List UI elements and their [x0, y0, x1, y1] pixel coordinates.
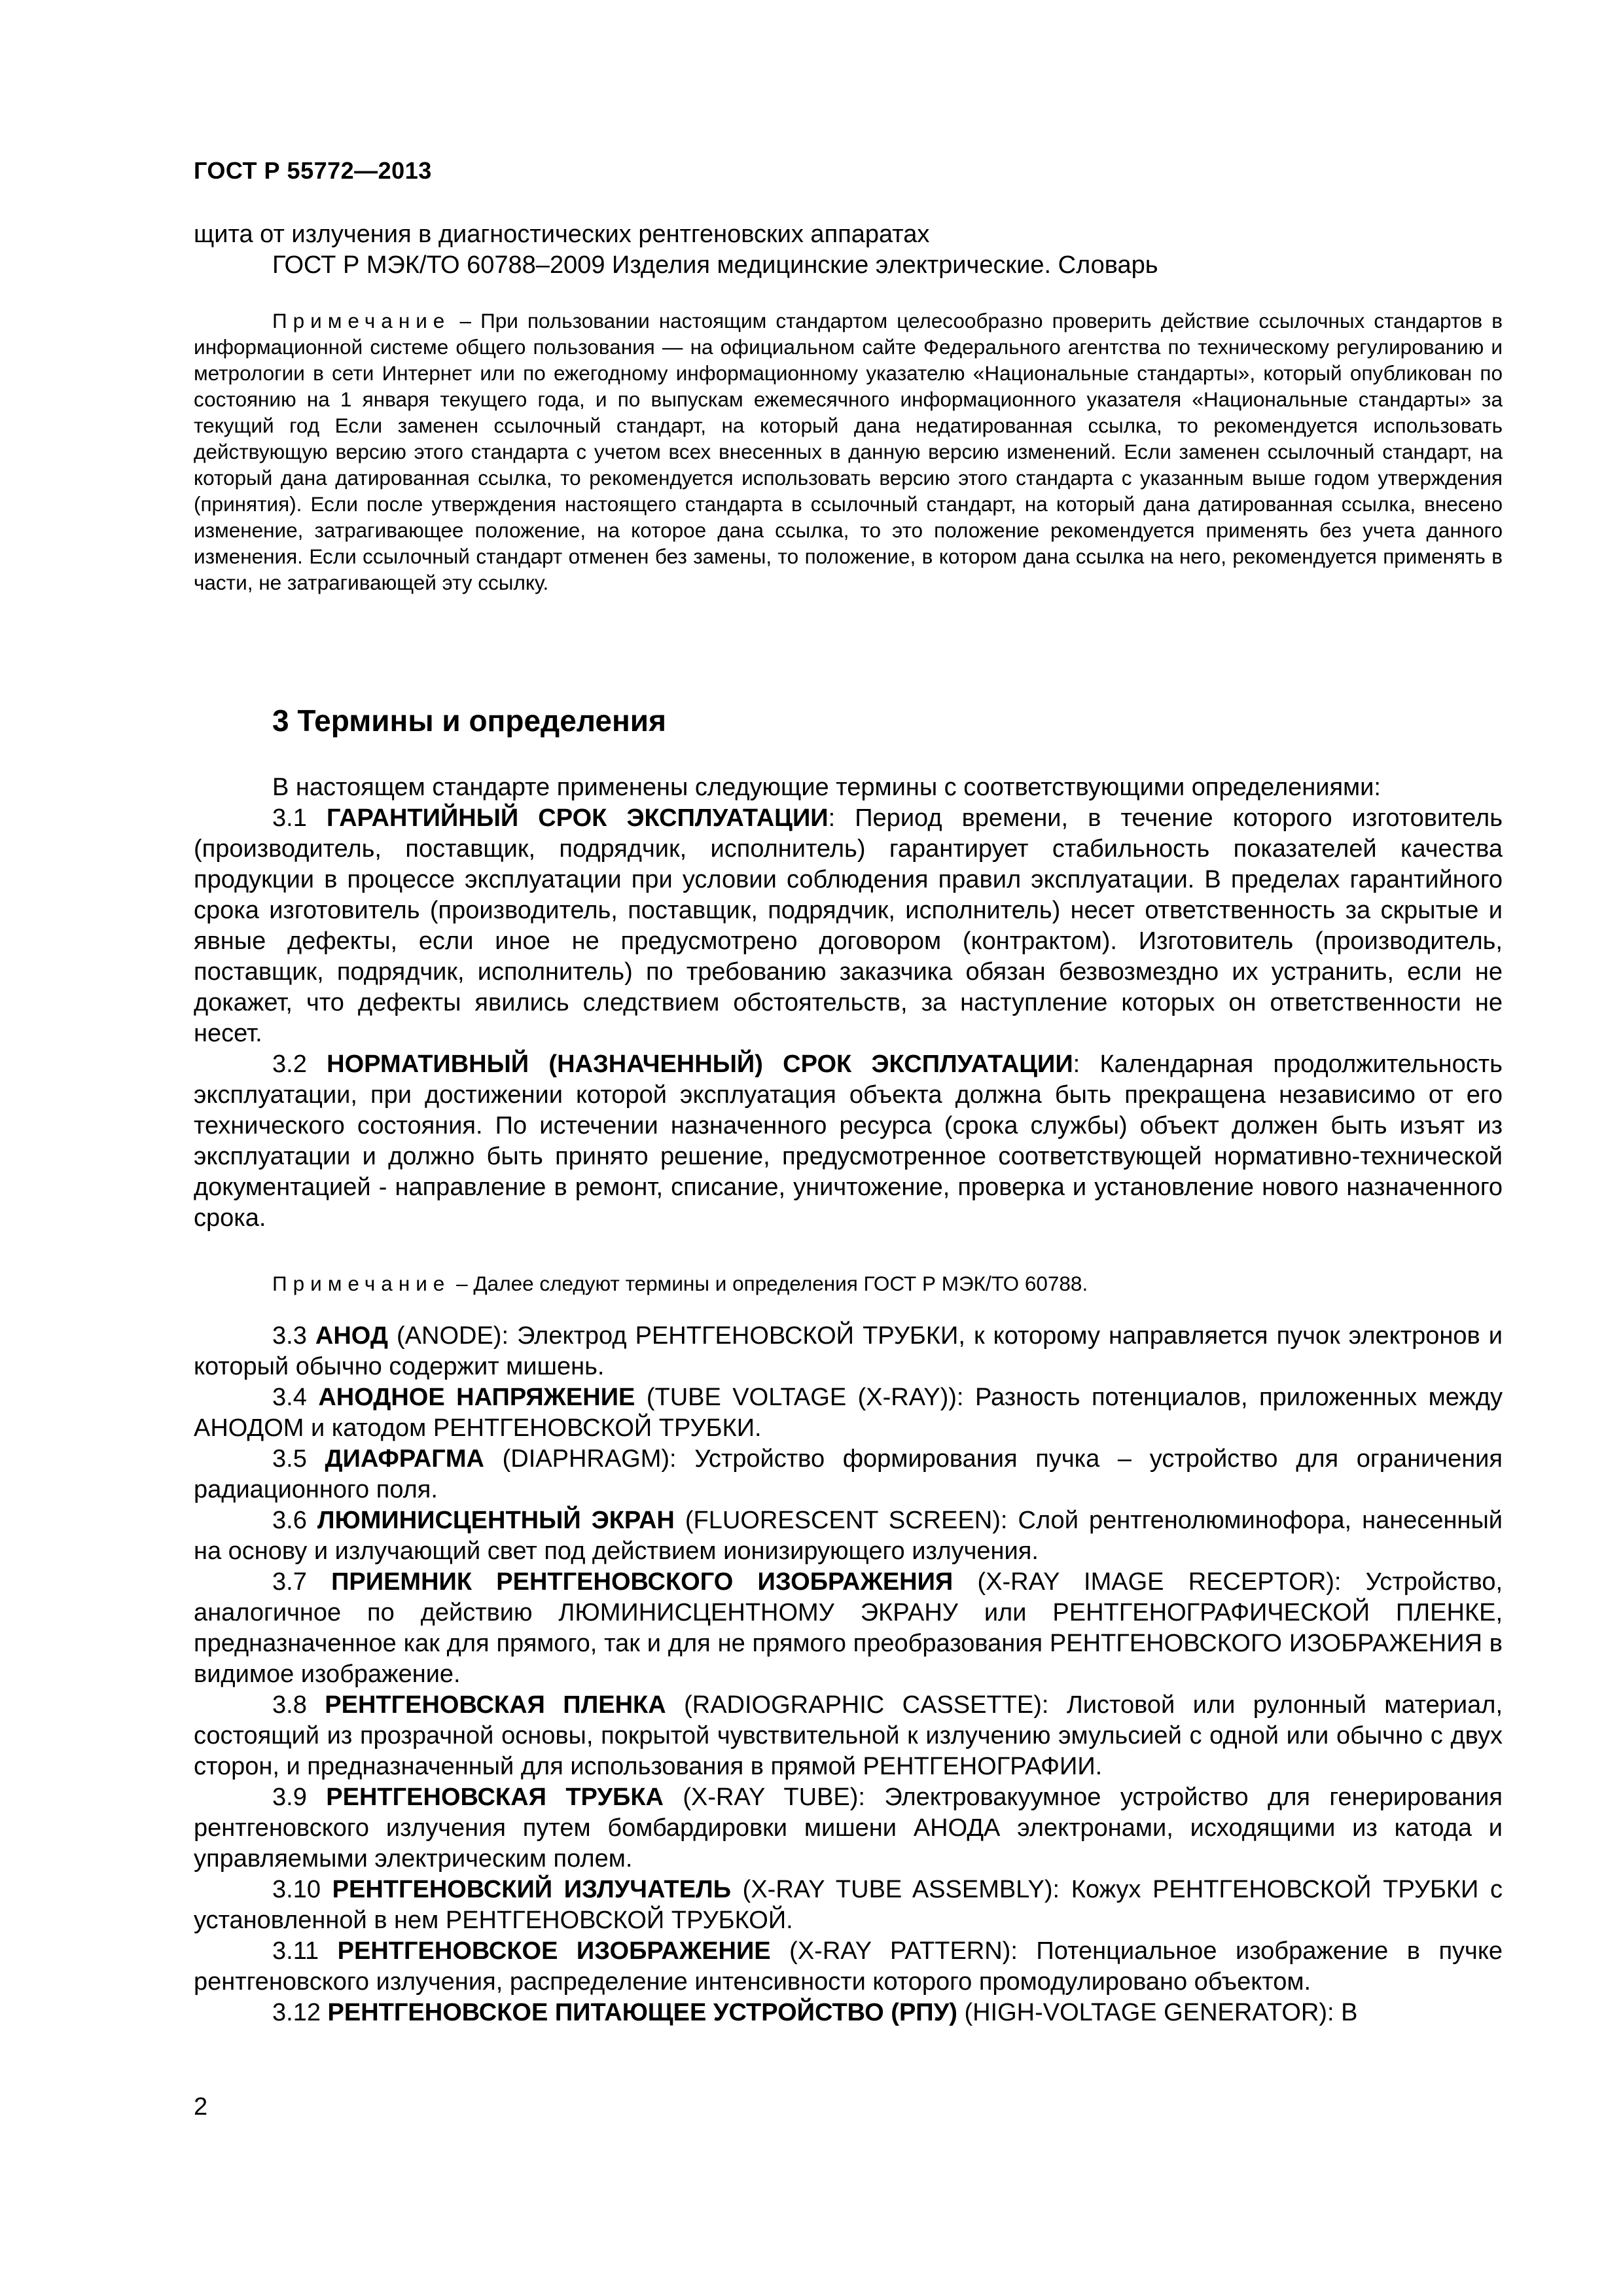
note-text: – Далее следуют термины и определения ГОСТ Р МЭК/ТО 60788. [450, 1272, 1088, 1295]
note-paragraph-2 [194, 1270, 1503, 1297]
term-item [194, 1936, 1503, 1998]
term-item [194, 1690, 1503, 1782]
term-number: 3.9 [272, 1784, 327, 1811]
note-paragraph [194, 308, 1503, 596]
term-number: 3.1 [272, 804, 327, 832]
term-item [194, 1567, 1503, 1690]
term-item [194, 1874, 1503, 1936]
terms-block-b [194, 1321, 1503, 2028]
term-definition: (X-RAY PATTERN): Потенциальное изображение в пучке рентгеновского излучения, распределение интенсивности которого промодулировано объектом. [194, 1937, 1503, 1996]
term-number: 3.10 [272, 1876, 332, 1903]
note-block [194, 308, 1503, 596]
note-text: – При пользовании настоящим стандартом целесообразно проверить действие ссылочных стандартов в информационной системе общего пользования — на официальном сайте Федерального агентства по техническому регулированию и метрологии в сети Интернет или по ежегодному информационному указателю «Национальные стандарты», который опубликован по состоянию на 1 января текущего года, и по выпускам ежемесячного информационного указателя «Национальные стандарты» за текущий год Если заменен ссылочный стандарт, на который дана недатированная ссылка, то рекомендуется использовать действующую версию этого стандарта с учетом всех внесенных в данную версию изменений. Если заменен ссылочный стандарт, на который дана датированная ссылка, то рекомендуется использовать версию этого стандарта с указанным выше годом утверждения (принятия). Если после утверждения настоящего стандарта в ссылочный стандарт, на который дана датированная ссылка, внесено изменение, затрагивающее положение, на которое дана ссылка, то это положение рекомендуется применять без учета данного изменения. Если ссылочный стандарт отменен без замены, то положение, в котором дана ссылка на него, рекомендуется применять в части, не затрагивающей эту ссылку. [194, 309, 1503, 594]
term-name: ДИАФРАГМА [325, 1445, 484, 1473]
note-block-2 [194, 1270, 1503, 1297]
term-definition: (DIAPHRAGM): Устройство формирования пучка – устройство для ограничения радиационного поля. [194, 1445, 1503, 1503]
term-name: ПРИЕМНИК РЕНТГЕНОВСКОГО ИЗОБРАЖЕНИЯ [331, 1568, 954, 1596]
term-definition: (X-RAY TUBE): Электровакуумное устройство для генерирования рентгеновского излучения путем бомбардировки мишени АНОДА электронами, исходящими из катода и управляемыми электрическим полем. [194, 1784, 1503, 1873]
term-number: 3.4 [272, 1384, 319, 1411]
term-definition: (RADIOGRAPHIC CASSETTE): Листовой или рулонный материал, состоящий из прозрачной основы, покрытой чувствительной к излучению эмульсией с одной или обычно с двух сторон, и предназначенный для использования в прямой РЕНТГЕНОГРАФИИ. [194, 1691, 1503, 1780]
term-item [194, 1505, 1503, 1567]
term-name: РЕНТГЕНОВСКАЯ ТРУБКА [326, 1784, 664, 1811]
term-name: РЕНТГЕНОВСКАЯ ПЛЕНКА [325, 1691, 666, 1719]
term-number: 3.12 [272, 1999, 328, 2026]
term-item [194, 1049, 1503, 1234]
term-number: 3.3 [272, 1322, 315, 1350]
term-definition: : Период времени, в течение которого изготовитель (производитель, поставщик, подрядчик, исполнитель) гарантирует стабильность показателей качества продукции в процессе эксплуатации при условии соблюдения правил эксплуатации. В пределах гарантийного срока изготовитель (производитель, поставщик, подрядчик, исполнитель) несет ответственность за скрытые и явные дефекты, если иное не предусмотрено договором (контрактом). Изготовитель (производитель, поставщик, подрядчик, исполнитель) по требованию заказчика обязан безвозмездно их устранить, если не докажет, что дефекты явились следствием обстоятельств, за наступление которых он ответственности не несет. [194, 804, 1503, 1047]
term-definition: (X-RAY TUBE ASSEMBLY): Кожух РЕНТГЕНОВСКОЙ ТРУБКИ с установленной в нем РЕНТГЕНОВСКОЙ ТРУБКОЙ. [194, 1876, 1503, 1934]
term-name: РЕНТГЕНОВСКОЕ ИЗОБРАЖЕНИЕ [337, 1937, 771, 1965]
term-number: 3.11 [272, 1937, 338, 1965]
page-number: 2 [194, 2093, 208, 2121]
terms-block-a [194, 772, 1503, 1234]
document-header: ГОСТ Р 55772—2013 [194, 157, 432, 184]
term-name: ЛЮМИНИСЦЕНТНЫЙ ЭКРАН [317, 1507, 675, 1534]
section-lead: В настоящем стандарте применены следующие термины с соответствующими определениями: [272, 774, 1381, 801]
term-name: РЕНТГЕНОВСКИЙ ИЗЛУЧАТЕЛЬ [332, 1876, 732, 1903]
term-definition: (HIGH-VOLTAGE GENERATOR): В [957, 1999, 1358, 2026]
note-label: Примечание [272, 309, 451, 332]
term-name: АНОД [315, 1322, 388, 1350]
term-name: ГАРАНТИЙНЫЙ СРОК ЭКСПЛУАТАЦИИ [326, 804, 829, 832]
section-title-block [194, 703, 1503, 738]
term-name: НОРМАТИВНЫЙ (НАЗНАЧЕННЫЙ) СРОК ЭКСПЛУАТАЦИИ [327, 1050, 1073, 1078]
term-number: 3.8 [272, 1691, 325, 1719]
intro-line: щита от излучения в диагностических рентгеновских аппаратах [194, 221, 930, 248]
term-definition: (TUBE VOLTAGE (X-RAY)): Разность потенциалов, приложенных между АНОДОМ и катодом РЕНТГЕНОВСКОЙ ТРУБКИ. [194, 1384, 1503, 1442]
term-item [194, 1321, 1503, 1382]
term-name: РЕНТГЕНОВСКОЕ ПИТАЮЩЕЕ УСТРОЙСТВО (РПУ) [327, 1999, 957, 2026]
term-item [194, 1782, 1503, 1874]
term-definition: : Календарная продолжительность эксплуатации, при достижении которой эксплуатация объекта должна быть прекращена независимо от его технического состояния. По истечении назначенного ресурса (срока службы) объект должен быть изъят из эксплуатации и должно быть принято решение, предусмотренное соответствующей нормативно-технической документацией - направление в ремонт, списание, уничтожение, проверка и установление нового назначенного срока. [194, 1050, 1503, 1232]
term-definition: (X-RAY IMAGE RECEPTOR): Устройство, аналогичное по действию ЛЮМИНИСЦЕНТНОМУ ЭКРАНУ или РЕНТГЕНОГРАФИЧЕСКОЙ ПЛЕНКЕ, предназначенное как для прямого, так и для не прямого преобразования РЕНТГЕНОВСКОГО ИЗОБРАЖЕНИЯ в видимое изображение. [194, 1568, 1503, 1688]
term-definition: (ANODE): Электрод РЕНТГЕНОВСКОЙ ТРУБКИ, к которому направляется пучок электронов и который обычно содержит мишень. [194, 1322, 1503, 1380]
section-title: 3 Термины и определения [272, 704, 666, 738]
term-number: 3.5 [272, 1445, 325, 1473]
note-label: Примечание [272, 1272, 451, 1295]
term-item [194, 1382, 1503, 1444]
term-item [194, 1998, 1503, 2028]
reference-line: ГОСТ Р МЭК/ТО 60788–2009 Изделия медицинские электрические. Словарь [272, 251, 1158, 279]
term-definition: (FLUORESCENT SCREEN): Слой рентгенолюминофора, нанесенный на основу и излучающий свет под действием ионизирующего излучения. [194, 1507, 1503, 1565]
term-item [194, 803, 1503, 1049]
term-number: 3.7 [272, 1568, 332, 1596]
term-number: 3.6 [272, 1507, 317, 1534]
intro-block [194, 219, 1503, 281]
term-item [194, 1444, 1503, 1505]
term-number: 3.2 [272, 1050, 327, 1078]
term-name: АНОДНОЕ НАПРЯЖЕНИЕ [318, 1384, 635, 1411]
